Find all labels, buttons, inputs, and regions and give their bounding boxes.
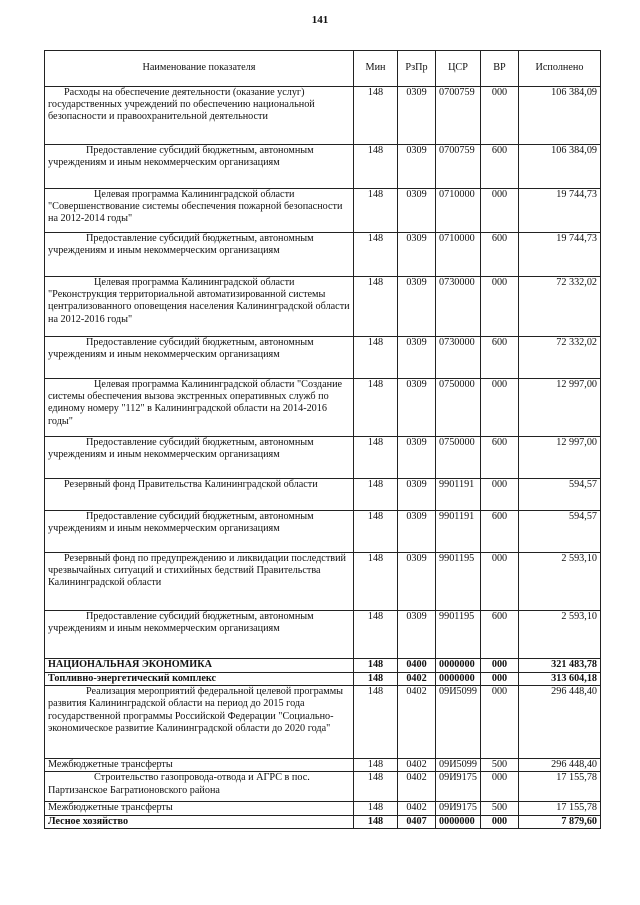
- row-name: Предоставление субсидий бюджетным, автономным учреждениям и иным некоммерческим организациям: [45, 145, 354, 189]
- row-name: Топливно-энергетический комплекс: [45, 673, 354, 686]
- row-csr: 0710000: [436, 189, 481, 233]
- row-name: Предоставление субсидий бюджетным, автономным учреждениям и иным некоммерческим организациям: [45, 611, 354, 659]
- row-amount: 313 604,18: [519, 673, 601, 686]
- row-csr: 0750000: [436, 379, 481, 437]
- row-rzpr: 0309: [398, 553, 436, 611]
- row-rzpr: 0402: [398, 673, 436, 686]
- row-amount: 2 593,10: [519, 553, 601, 611]
- row-vr: 000: [481, 87, 519, 145]
- row-amount: 12 997,00: [519, 437, 601, 479]
- table-row: [45, 772, 601, 802]
- row-amount: 7 879,60: [519, 815, 601, 828]
- row-min: 148: [354, 145, 398, 189]
- row-min: 148: [354, 233, 398, 277]
- header-name: Наименование показателя: [45, 51, 354, 87]
- row-vr: 000: [481, 673, 519, 686]
- row-name: Предоставление субсидий бюджетным, автономным учреждениям и иным некоммерческим организациям: [45, 337, 354, 379]
- row-name: Межбюджетные трансферты: [45, 802, 354, 815]
- row-name: НАЦИОНАЛЬНАЯ ЭКОНОМИКА: [45, 659, 354, 673]
- header-csr: ЦСР: [436, 51, 481, 87]
- row-rzpr: 0402: [398, 759, 436, 772]
- row-min: 148: [354, 802, 398, 815]
- row-vr: 000: [481, 659, 519, 673]
- row-rzpr: 0402: [398, 772, 436, 802]
- row-rzpr: 0309: [398, 511, 436, 553]
- row-csr: 0730000: [436, 277, 481, 337]
- table-row: [45, 802, 601, 815]
- row-name: Целевая программа Калининградской области "Совершенствование системы обеспечения пожарной безопасности на 2012-2014 годы": [45, 189, 354, 233]
- row-vr: 500: [481, 759, 519, 772]
- table-row: [45, 233, 601, 277]
- table-row: [45, 337, 601, 379]
- row-min: 148: [354, 379, 398, 437]
- row-name: Целевая программа Калининградской области "Реконструкция территориальной автоматизированной системы централизованного оповещения населения Калининградской области на 2012-2016 годы": [45, 277, 354, 337]
- row-vr: 600: [481, 233, 519, 277]
- row-rzpr: 0309: [398, 87, 436, 145]
- row-amount: 17 155,78: [519, 802, 601, 815]
- row-amount: 594,57: [519, 479, 601, 511]
- row-csr: 9901191: [436, 479, 481, 511]
- row-min: 148: [354, 337, 398, 379]
- row-csr: 9901191: [436, 511, 481, 553]
- row-rzpr: 0309: [398, 437, 436, 479]
- row-amount: 296 448,40: [519, 686, 601, 759]
- table-row: [45, 379, 601, 437]
- row-vr: 000: [481, 379, 519, 437]
- row-csr: 0730000: [436, 337, 481, 379]
- row-rzpr: 0402: [398, 686, 436, 759]
- row-vr: 000: [481, 686, 519, 759]
- row-rzpr: 0309: [398, 233, 436, 277]
- row-vr: 000: [481, 553, 519, 611]
- row-min: 148: [354, 553, 398, 611]
- table-row: [45, 815, 601, 828]
- header-rzpr: РзПр: [398, 51, 436, 87]
- row-rzpr: 0402: [398, 802, 436, 815]
- row-vr: 000: [481, 815, 519, 828]
- row-name: Предоставление субсидий бюджетным, автономным учреждениям и иным некоммерческим организациям: [45, 511, 354, 553]
- table-row: [45, 437, 601, 479]
- row-name: Межбюджетные трансферты: [45, 759, 354, 772]
- row-csr: 09И9175: [436, 772, 481, 802]
- row-vr: 600: [481, 511, 519, 553]
- row-rzpr: 0309: [398, 145, 436, 189]
- row-vr: 000: [481, 189, 519, 233]
- row-csr: 09И5099: [436, 759, 481, 772]
- row-min: 148: [354, 815, 398, 828]
- row-rzpr: 0407: [398, 815, 436, 828]
- row-name: Предоставление субсидий бюджетным, автономным учреждениям и иным некоммерческим организациям: [45, 233, 354, 277]
- row-amount: 17 155,78: [519, 772, 601, 802]
- row-vr: 600: [481, 145, 519, 189]
- row-min: 148: [354, 759, 398, 772]
- table-row: [45, 189, 601, 233]
- table-row: [45, 87, 601, 145]
- row-vr: 000: [481, 772, 519, 802]
- row-min: 148: [354, 87, 398, 145]
- row-amount: 72 332,02: [519, 277, 601, 337]
- row-rzpr: 0400: [398, 659, 436, 673]
- row-csr: 0700759: [436, 87, 481, 145]
- table-row: [45, 611, 601, 659]
- row-amount: 296 448,40: [519, 759, 601, 772]
- row-amount: 19 744,73: [519, 233, 601, 277]
- row-name: Целевая программа Калининградской области "Создание системы обеспечения вызова экстренных оперативных служб по единому номеру "112" в Калининградской области на 2014-2016 годы": [45, 379, 354, 437]
- row-amount: 321 483,78: [519, 659, 601, 673]
- row-csr: 0700759: [436, 145, 481, 189]
- row-name: Расходы на обеспечение деятельности (оказание услуг) государственных учреждений по обеспечению национальной безопасности и правоохранительной деятельности: [45, 87, 354, 145]
- header-vr: ВР: [481, 51, 519, 87]
- row-rzpr: 0309: [398, 479, 436, 511]
- table-row: [45, 673, 601, 686]
- row-csr: 09И9175: [436, 802, 481, 815]
- row-min: 148: [354, 437, 398, 479]
- row-csr: 0750000: [436, 437, 481, 479]
- table-row: [45, 479, 601, 511]
- row-amount: 106 384,09: [519, 87, 601, 145]
- row-vr: 000: [481, 479, 519, 511]
- table-header-row: [45, 51, 601, 87]
- row-csr: 0000000: [436, 659, 481, 673]
- header-amount: Исполнено: [519, 51, 601, 87]
- row-rzpr: 0309: [398, 379, 436, 437]
- row-name: Резервный фонд по предупреждению и ликвидации последствий чрезвычайных ситуаций и стихийных бедствий Правительства Калининградской области: [45, 553, 354, 611]
- row-csr: 0710000: [436, 233, 481, 277]
- row-amount: 72 332,02: [519, 337, 601, 379]
- row-csr: 9901195: [436, 553, 481, 611]
- row-min: 148: [354, 611, 398, 659]
- row-rzpr: 0309: [398, 189, 436, 233]
- row-vr: 000: [481, 277, 519, 337]
- table-row: [45, 659, 601, 673]
- row-amount: 594,57: [519, 511, 601, 553]
- row-name: Резервный фонд Правительства Калининградской области: [45, 479, 354, 511]
- row-csr: 09И5099: [436, 686, 481, 759]
- row-min: 148: [354, 659, 398, 673]
- row-vr: 600: [481, 437, 519, 479]
- header-min: Мин: [354, 51, 398, 87]
- row-name: Предоставление субсидий бюджетным, автономным учреждениям и иным некоммерческим организациям: [45, 437, 354, 479]
- table-row: [45, 145, 601, 189]
- row-min: 148: [354, 772, 398, 802]
- row-min: 148: [354, 673, 398, 686]
- row-rzpr: 0309: [398, 611, 436, 659]
- row-min: 148: [354, 189, 398, 233]
- row-csr: 0000000: [436, 673, 481, 686]
- row-amount: 2 593,10: [519, 611, 601, 659]
- row-name: Строительство газопровода-отвода и АГРС в пос. Партизанское Багратионовского района: [45, 772, 354, 802]
- row-csr: 9901195: [436, 611, 481, 659]
- row-csr: 0000000: [436, 815, 481, 828]
- row-min: 148: [354, 511, 398, 553]
- table-row: [45, 686, 601, 759]
- row-name: Лесное хозяйство: [45, 815, 354, 828]
- budget-table: [44, 50, 601, 829]
- row-amount: 19 744,73: [519, 189, 601, 233]
- row-vr: 600: [481, 611, 519, 659]
- row-min: 148: [354, 277, 398, 337]
- table-row: [45, 511, 601, 553]
- row-amount: 12 997,00: [519, 379, 601, 437]
- row-amount: 106 384,09: [519, 145, 601, 189]
- page-number: 141: [311, 14, 329, 26]
- row-vr: 600: [481, 337, 519, 379]
- row-min: 148: [354, 686, 398, 759]
- row-name: Реализация мероприятий федеральной целевой программы развития Калининградской области на период до 2015 года государственной программы Российской Федерации "Социально-экономическое развитие Калининградской области до 2020 года": [45, 686, 354, 759]
- row-rzpr: 0309: [398, 277, 436, 337]
- table-row: [45, 759, 601, 772]
- table-row: [45, 553, 601, 611]
- table-body: [45, 87, 601, 829]
- table-row: [45, 277, 601, 337]
- row-vr: 500: [481, 802, 519, 815]
- row-min: 148: [354, 479, 398, 511]
- row-rzpr: 0309: [398, 337, 436, 379]
